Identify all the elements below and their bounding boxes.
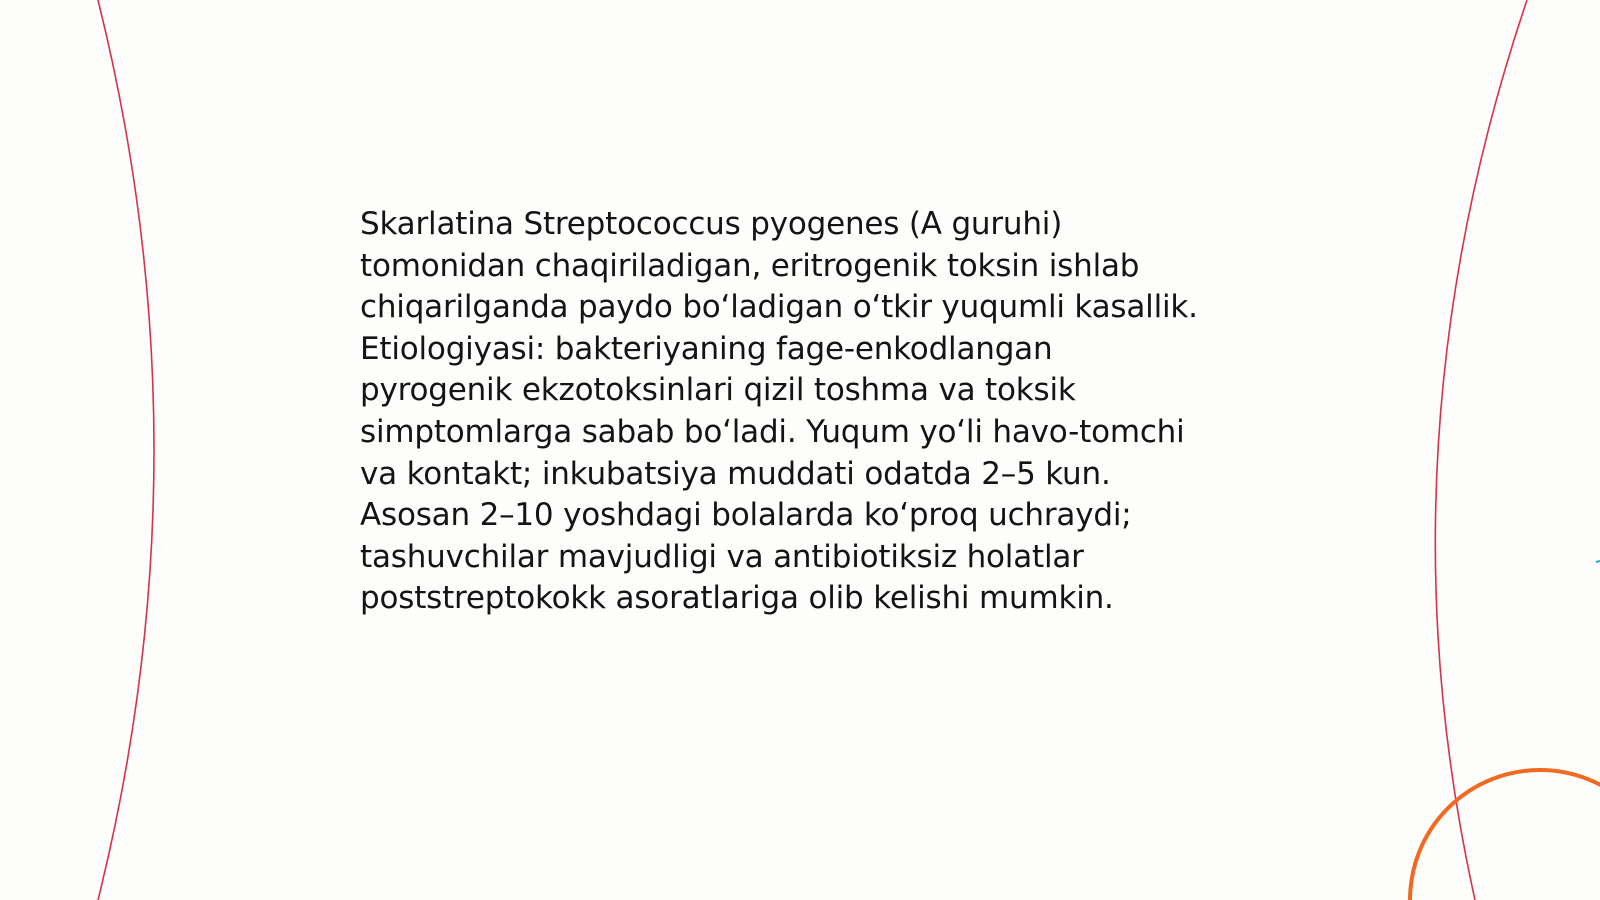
text-line: va kontakt; inkubatsiya muddati odatda 2–5 kun. (360, 455, 1111, 492)
text-line: poststreptokokk asoratlariga olib kelishi mumkin. (360, 580, 1114, 617)
text-line: Asosan 2–10 yoshdagi bolalarda ko‘proq uchraydi; (360, 497, 1132, 534)
text-line: tashuvchilar mavjudligi va antibiotiksiz holatlar (360, 538, 1084, 575)
text-line: Skarlatina Streptococcus pyogenes (A guruhi) (360, 206, 1063, 242)
text-line: pyrogenik ekzotoksinlari qizil toshma va toksik (360, 372, 1076, 409)
text-line: Etiologiyasi: bakteriyaning fage-enkodlangan (360, 330, 1053, 367)
text-line: chiqarilganda paydo bo‘ladigan o‘tkir yuqumli kasallik. (360, 289, 1198, 326)
text-line: simptomlarga sabab bo‘ladi. Yuqum yo‘li havo-tomchi (360, 413, 1185, 450)
teal-accent-mark (1596, 561, 1600, 562)
left-arc-line (98, 0, 154, 900)
slide-body-text (360, 204, 1260, 620)
text-line: tomonidan chaqiriladigan, eritrogenik toksin ishlab (360, 247, 1140, 284)
orange-circle-outline (1410, 770, 1600, 900)
right-arc-line (1435, 0, 1527, 900)
